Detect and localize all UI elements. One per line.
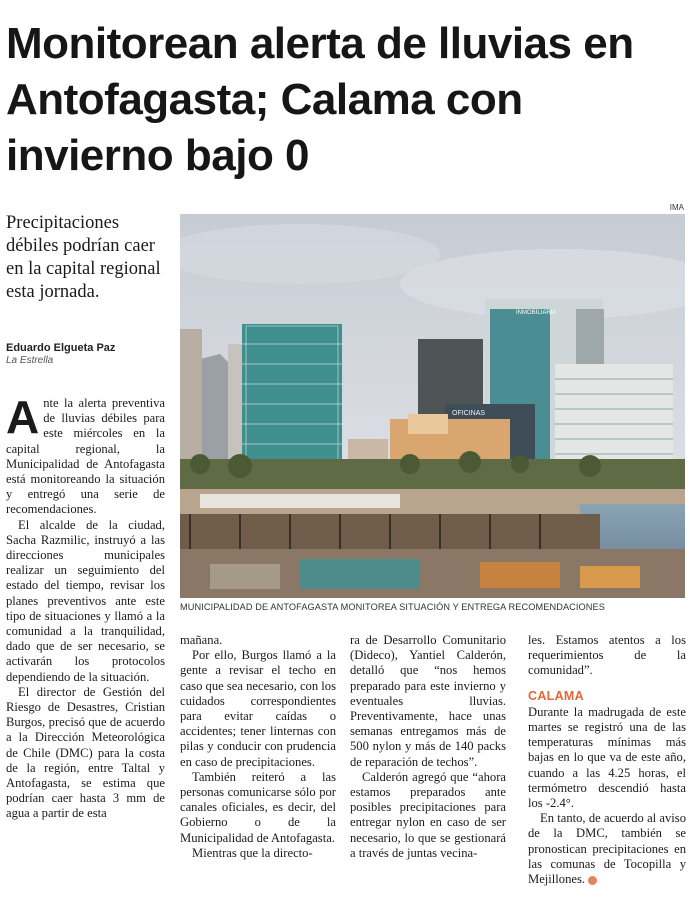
paragraph-2: El alcalde de la ciudad, Sacha Razmilic, instruyó a las direcciones municipales realizar un seguimiento del estado del tiempo, revisar los planes preventivos ante este tipo de situaciones y llamó a la comunidad a la tranquilidad, dado que de ser necesario, se activarán los protocolos dependiendo de la situación.	[6, 517, 165, 684]
paragraph-9	[528, 811, 686, 887]
paragraph-7: Calderón agregó que “ahora estamos preparados ante posibles precipitaciones para entregar nylon en caso de ser necesario, lo que se gestionará a través de juntas vecina-	[350, 769, 506, 860]
byline	[6, 342, 170, 366]
paragraph-4: Por ello, Burgos llamó a la gente a revisar el techo en caso que sea necesario, con los cuidados correspondientes para evitar caídas o accidentes; tener linternas con pilas y conducir con prudencia en caso de precipitaciones.	[180, 648, 336, 769]
paragraph-1-text: nte la alerta preventiva de lluvias débiles para este miércoles en la capital regional, la Municipalidad de Antofagasta está monitoreando la situación y entregó una serie de recomendaciones.	[6, 396, 165, 517]
paragraph-1	[6, 391, 165, 518]
byline-author: Eduardo Elgueta Paz	[6, 342, 116, 354]
article-column-4	[528, 633, 686, 887]
paragraph-7-continued: les. Estamos atentos a los requerimientos de la comunidad”.	[528, 633, 686, 678]
paragraph-3: El director de Gestión del Riesgo de Desastres, Cristian Burgos, precisó que de acuerdo a la Dirección Meteorológica de Chile (DMC) para la costa de la región, entre Taltal y Antofagasta, se estima que podrían caer hasta 3 mm de agua a partir de esta	[6, 684, 165, 821]
photo-caption: MUNICIPALIDAD DE ANTOFAGASTA MONITOREA SITUACIÓN Y ENTREGA RECOMENDACIONES	[180, 602, 605, 612]
article-column-3	[350, 633, 506, 861]
headline: Monitorean alerta de lluvias en Antofagasta; Calama con invierno bajo 0	[6, 19, 634, 180]
paragraph-6-continued: ra de Desarrollo Comunitario (Dideco), Yantiel Calderón, detalló que “nos hemos preparado para este invierno y eventuales lluvias. Preventivamente, hace unas semanas entregamos más de 500 nylon y más de 140 packs de reparación de techos”.	[350, 633, 506, 769]
paragraph-5: También reiteró a las personas comunicarse sólo por canales oficiales, es decir, del Gobierno o de la Municipalidad de Antofagasta.	[180, 769, 336, 845]
paragraph-8: Durante la madrugada de este martes se registró una de las temperaturas mínimas más bajas en lo que va de este año, cuando a las 4.25 horas, el termómetro descendió hasta los -2.4°.	[528, 704, 686, 811]
photo-sign-2: OFICINAS	[452, 410, 486, 417]
dropcap: A	[6, 391, 40, 443]
deck: Precipitaciones débiles podrían caer en la capital regional esta jornada.	[6, 213, 161, 302]
paragraph-3-continued: mañana.	[180, 633, 223, 647]
article-photo	[180, 214, 685, 598]
paragraph-6: Mientras que la directo-	[192, 845, 313, 860]
byline-outlet: La Estrella	[6, 355, 54, 366]
city-photo-illustration	[180, 214, 685, 598]
article-column-2	[180, 633, 336, 861]
paragraph-9-text: En tanto, de acuerdo al aviso de la DMC, también se pronostican precipitaciones en las comunas de Tocopilla y Mejillones.	[528, 811, 686, 887]
photo-credit: IMA	[669, 203, 684, 212]
article-column-1	[6, 391, 165, 822]
subhead-calama: CALAMA	[528, 688, 584, 703]
end-mark-icon	[588, 876, 597, 885]
photo-sign-1: INMOBILIARIA	[516, 310, 557, 316]
